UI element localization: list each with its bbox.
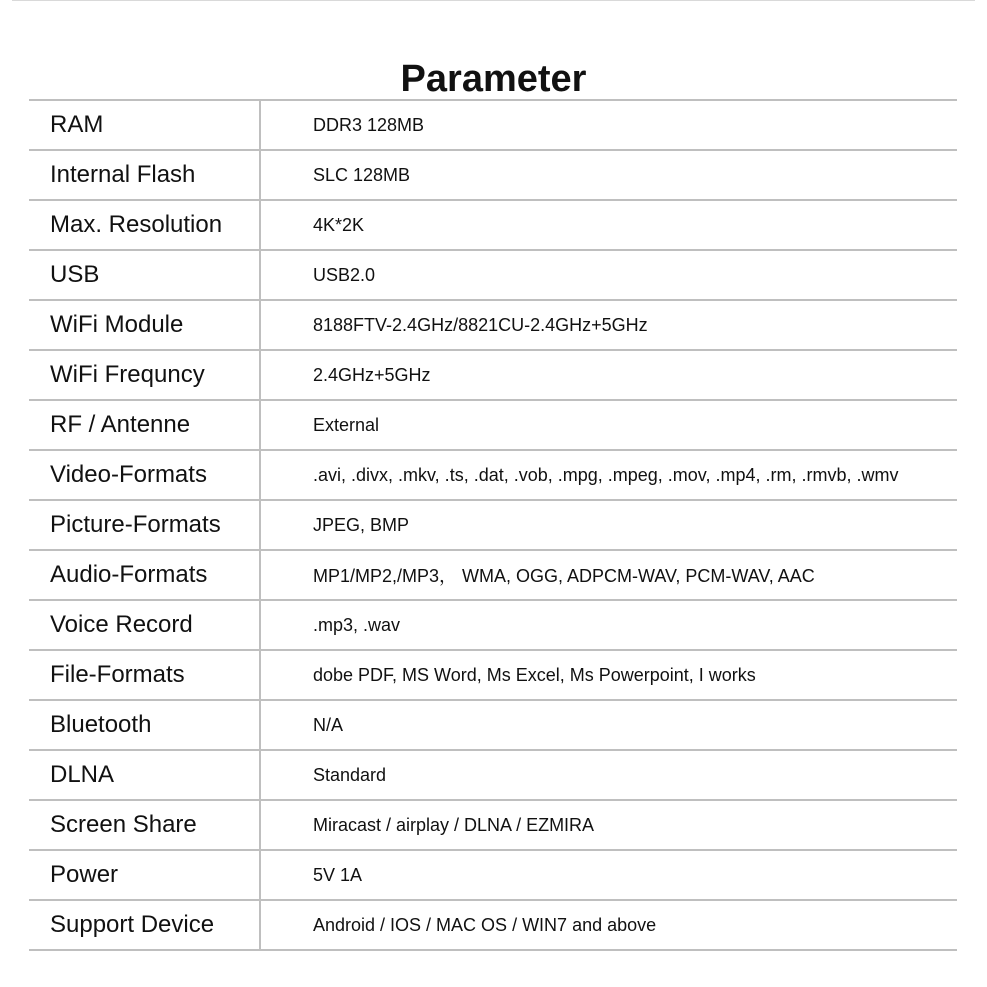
row-value: dobe PDF, MS Word, Ms Excel, Ms Powerpoint, I works — [313, 664, 756, 685]
row-label: Max. Resolution — [29, 201, 261, 249]
page-title: Parameter — [400, 58, 587, 101]
table-row — [29, 201, 957, 251]
row-label: Bluetooth — [29, 701, 261, 749]
row-value: .avi, .divx, .mkv, .ts, .dat, .vob, .mpg, .mpeg, .mov, .mp4, .rm, .rmvb, .wmv — [313, 464, 899, 485]
top-divider — [12, 0, 975, 1]
table-row — [29, 451, 957, 501]
row-value: 2.4GHz+5GHz — [313, 364, 431, 385]
table-row — [29, 551, 957, 601]
table-row — [29, 401, 957, 451]
row-value: External — [313, 414, 380, 435]
table-row — [29, 101, 957, 151]
table-row — [29, 751, 957, 801]
row-label: Screen Share — [29, 801, 261, 849]
table-row — [29, 351, 957, 401]
row-value: 8188FTV-2.4GHz/8821CU-2.4GHz+5GHz — [313, 314, 648, 335]
table-row — [29, 701, 957, 751]
row-label: WiFi Frequncy — [29, 351, 261, 399]
row-label: Power — [29, 851, 261, 899]
row-label: Voice Record — [29, 601, 261, 649]
row-value: USB2.0 — [313, 264, 376, 285]
row-value: Standard — [313, 764, 387, 785]
table-row — [29, 501, 957, 551]
row-value: Miracast / airplay / DLNA / EZMIRA — [313, 814, 595, 835]
table-row — [29, 251, 957, 301]
table-row — [29, 851, 957, 901]
spec-table — [29, 99, 957, 951]
table-row — [29, 601, 957, 651]
row-label: File-Formats — [29, 651, 261, 699]
row-label: Audio-Formats — [29, 551, 261, 599]
row-label: WiFi Module — [29, 301, 261, 349]
row-label: Picture-Formats — [29, 501, 261, 549]
row-label: RAM — [29, 101, 261, 149]
row-label: Support Device — [29, 901, 261, 949]
table-row — [29, 301, 957, 351]
row-value: 5V 1A — [313, 864, 363, 885]
row-value: JPEG, BMP — [313, 514, 410, 535]
table-row — [29, 151, 957, 201]
row-label: USB — [29, 251, 261, 299]
row-label: RF / Antenne — [29, 401, 261, 449]
row-value: Android / IOS / MAC OS / WIN7 and above — [313, 914, 657, 935]
row-value: SLC 128MB — [313, 164, 411, 185]
table-row — [29, 651, 957, 701]
row-value: 4K*2K — [313, 214, 365, 235]
row-value: MP1/MP2,/MP3， WMA, OGG, ADPCM-WAV, PCM-WAV, AAC — [313, 566, 815, 586]
row-label: Internal Flash — [29, 151, 261, 199]
table-row — [29, 801, 957, 851]
row-label: DLNA — [29, 751, 261, 799]
row-value: .mp3, .wav — [313, 614, 401, 635]
row-value: N/A — [313, 714, 344, 735]
row-label: Video-Formats — [29, 451, 261, 499]
row-value: DDR3 128MB — [313, 114, 425, 135]
table-row — [29, 901, 957, 951]
